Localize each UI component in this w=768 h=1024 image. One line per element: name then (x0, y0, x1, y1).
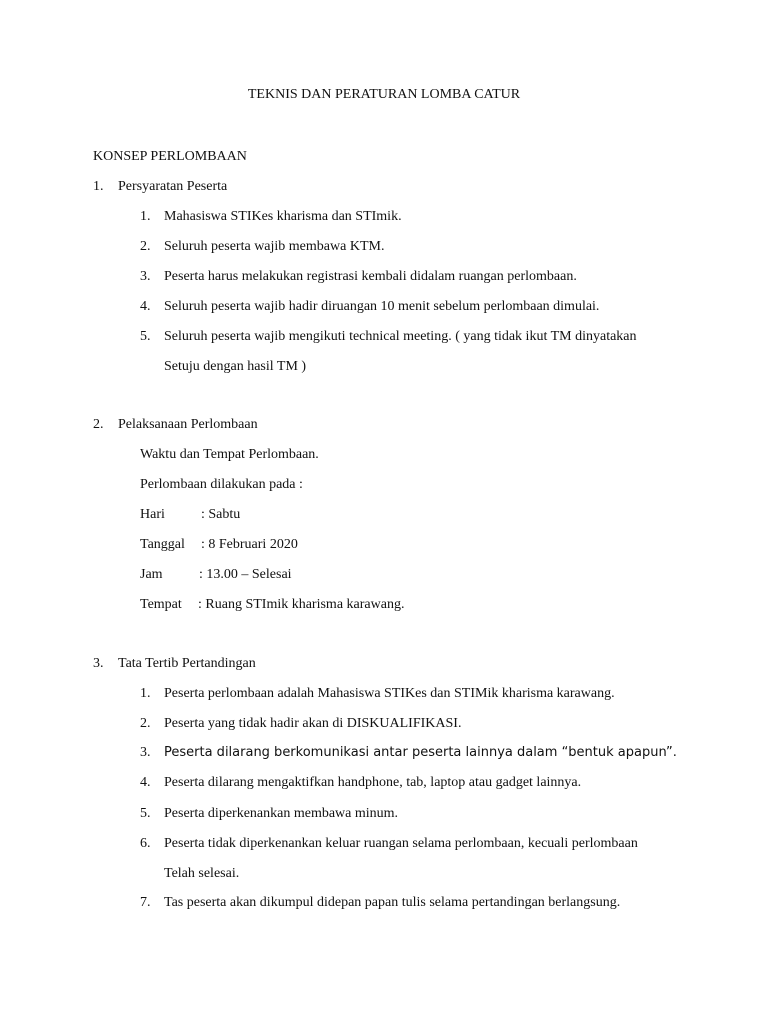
section3-item-number: 2. (140, 716, 151, 731)
section3-title: Tata Tertib Pertandingan (118, 656, 256, 671)
section3-item-number: 4. (140, 775, 151, 790)
detail-value: : 8 Februari 2020 (201, 537, 298, 552)
section3-item-number: 5. (140, 806, 151, 821)
section3-number: 3. (93, 656, 104, 671)
section3-item-number: 3. (140, 745, 151, 760)
section3-item-number: 1. (140, 686, 151, 701)
section3-item-text: Peserta yang tidak hadir akan di DISKUALIFIKASI. (164, 716, 462, 731)
section1-item-text: Peserta harus melakukan registrasi kembali didalam ruangan perlombaan. (164, 269, 577, 284)
section2-line: Perlombaan dilakukan pada : (140, 477, 303, 492)
section3-item-text: Peserta perlombaan adalah Mahasiswa STIKes dan STIMik kharisma karawang. (164, 686, 615, 701)
section1-item-text: Seluruh peserta wajib mengikuti technical meeting. ( yang tidak ikut TM dinyatakan (164, 329, 637, 344)
section2-title: Pelaksanaan Perlombaan (118, 417, 258, 432)
section1-item-number: 4. (140, 299, 151, 314)
section1-item-text: Mahasiswa STIKes kharisma dan STImik. (164, 209, 402, 224)
section-heading: KONSEP PERLOMBAAN (93, 149, 247, 164)
detail-label: Jam (140, 567, 163, 582)
section2-line: Waktu dan Tempat Perlombaan. (140, 447, 319, 462)
section3-item-text: Peserta tidak diperkenankan keluar ruangan selama perlombaan, kecuali perlombaan (164, 836, 638, 851)
section1-item-number: 2. (140, 239, 151, 254)
section3-item-text: Tas peserta akan dikumpul didepan papan tulis selama pertandingan berlangsung. (164, 895, 621, 910)
detail-value: : Ruang STImik kharisma karawang. (198, 597, 405, 612)
section1-title: Persyaratan Peserta (118, 179, 228, 194)
section1-number: 1. (93, 179, 104, 194)
section1-item-text: Seluruh peserta wajib hadir diruangan 10 menit sebelum perlombaan dimulai. (164, 299, 600, 314)
section1-item-number: 3. (140, 269, 151, 284)
detail-label: Tanggal (140, 537, 185, 552)
detail-value: : 13.00 – Selesai (199, 567, 292, 582)
section1-item-number: 1. (140, 209, 151, 224)
section3-item-number: 7. (140, 895, 151, 910)
section3-item-text: Peserta dilarang berkomunikasi antar peserta lainnya dalam “bentuk apapun”. (164, 745, 677, 760)
section1-item-text: Seluruh peserta wajib membawa KTM. (164, 239, 385, 254)
section3-item-number: 6. (140, 836, 151, 851)
section3-item-continuation: Telah selesai. (164, 866, 240, 881)
section2-number: 2. (93, 417, 104, 432)
detail-label: Tempat (140, 597, 182, 612)
detail-value: : Sabtu (201, 507, 241, 522)
section1-item-number: 5. (140, 329, 151, 344)
detail-label: Hari (140, 507, 165, 522)
document-title: TEKNIS DAN PERATURAN LOMBA CATUR (247, 87, 521, 102)
section1-item-continuation: Setuju dengan hasil TM ) (164, 359, 307, 374)
section3-item-text: Peserta diperkenankan membawa minum. (164, 806, 399, 821)
section3-item-text: Peserta dilarang mengaktifkan handphone, tab, laptop atau gadget lainnya. (164, 775, 582, 790)
